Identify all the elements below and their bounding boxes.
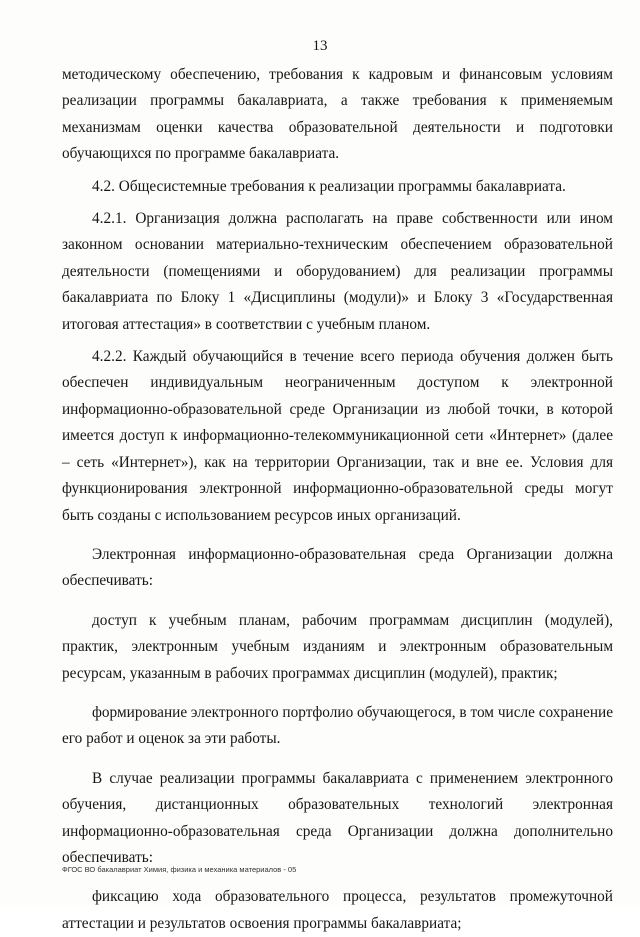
section-heading-4-2: 4.2. Общесистемные требования к реализации программы бакалавриата. [92, 177, 566, 195]
list-item-access: доступ к учебным планам, рабочим программам дисциплин (модулей), практик, электронным учебным изданиям и электронным образовательным ресурсам, указанным в рабочих программах дисциплин (модулей), практик; [62, 611, 613, 682]
document-body [62, 62, 613, 937]
list-item-portfolio: формирование электронного портфолио обучающегося, в том числе сохранение его работ и оценок за эти работы. [62, 703, 614, 748]
page-number: 13 [312, 38, 328, 54]
paragraph-4-2-1: 4.2.1. Организация должна располагать на праве собственности или ином законном основании материально-техническим обеспечением образовательной деятельности (помещениями и оборудованием) для реализации программы бакалавриата по Блоку 1 «Дисциплины (модули)» и Блоку 3 «Государственная итоговая аттестация» в соответствии с учебным планом. [62, 210, 613, 333]
paragraph-distance-learning: В случае реализации программы бакалавриата с применением электронного обучения, дистанционных образовательных технологий электронная информационно-образовательная среда Организации должна дополнительно обеспечивать: [62, 769, 613, 866]
page-footer: ФГОС ВО бакалавриат Химия, физика и механика материалов - 05 [62, 865, 297, 874]
paragraph-4-2-2: 4.2.2. Каждый обучающийся в течение всего периода обучения должен быть обеспечен индивидуальным неограниченным доступом к электронной информационно-образовательной среде Организации из любой точки, в которой имеется доступ к информационно-телекоммуникационной сети «Интернет» (далее – сеть «Интернет»), как на территории Организации, так и вне ее. Условия для функционирования электронной информационно-образовательной среды могут быть созданы с использованием ресурсов иных организаций. [62, 348, 613, 524]
paragraph-eios-requirements: Электронная информационно-образовательная среда Организации должна обеспечивать: [62, 545, 613, 590]
paragraph-continuation: методическому обеспечению, требования к кадровым и финансовым условиям реализации программы бакалавриата, а также требования к применяемым механизмам оценки качества образовательной деятельности и подготовки обучающихся по программе бакалавриата. [62, 66, 613, 163]
list-item-recording: фиксацию хода образовательного процесса, результатов промежуточной аттестации и результатов освоения программы бакалавриата; [62, 888, 613, 932]
